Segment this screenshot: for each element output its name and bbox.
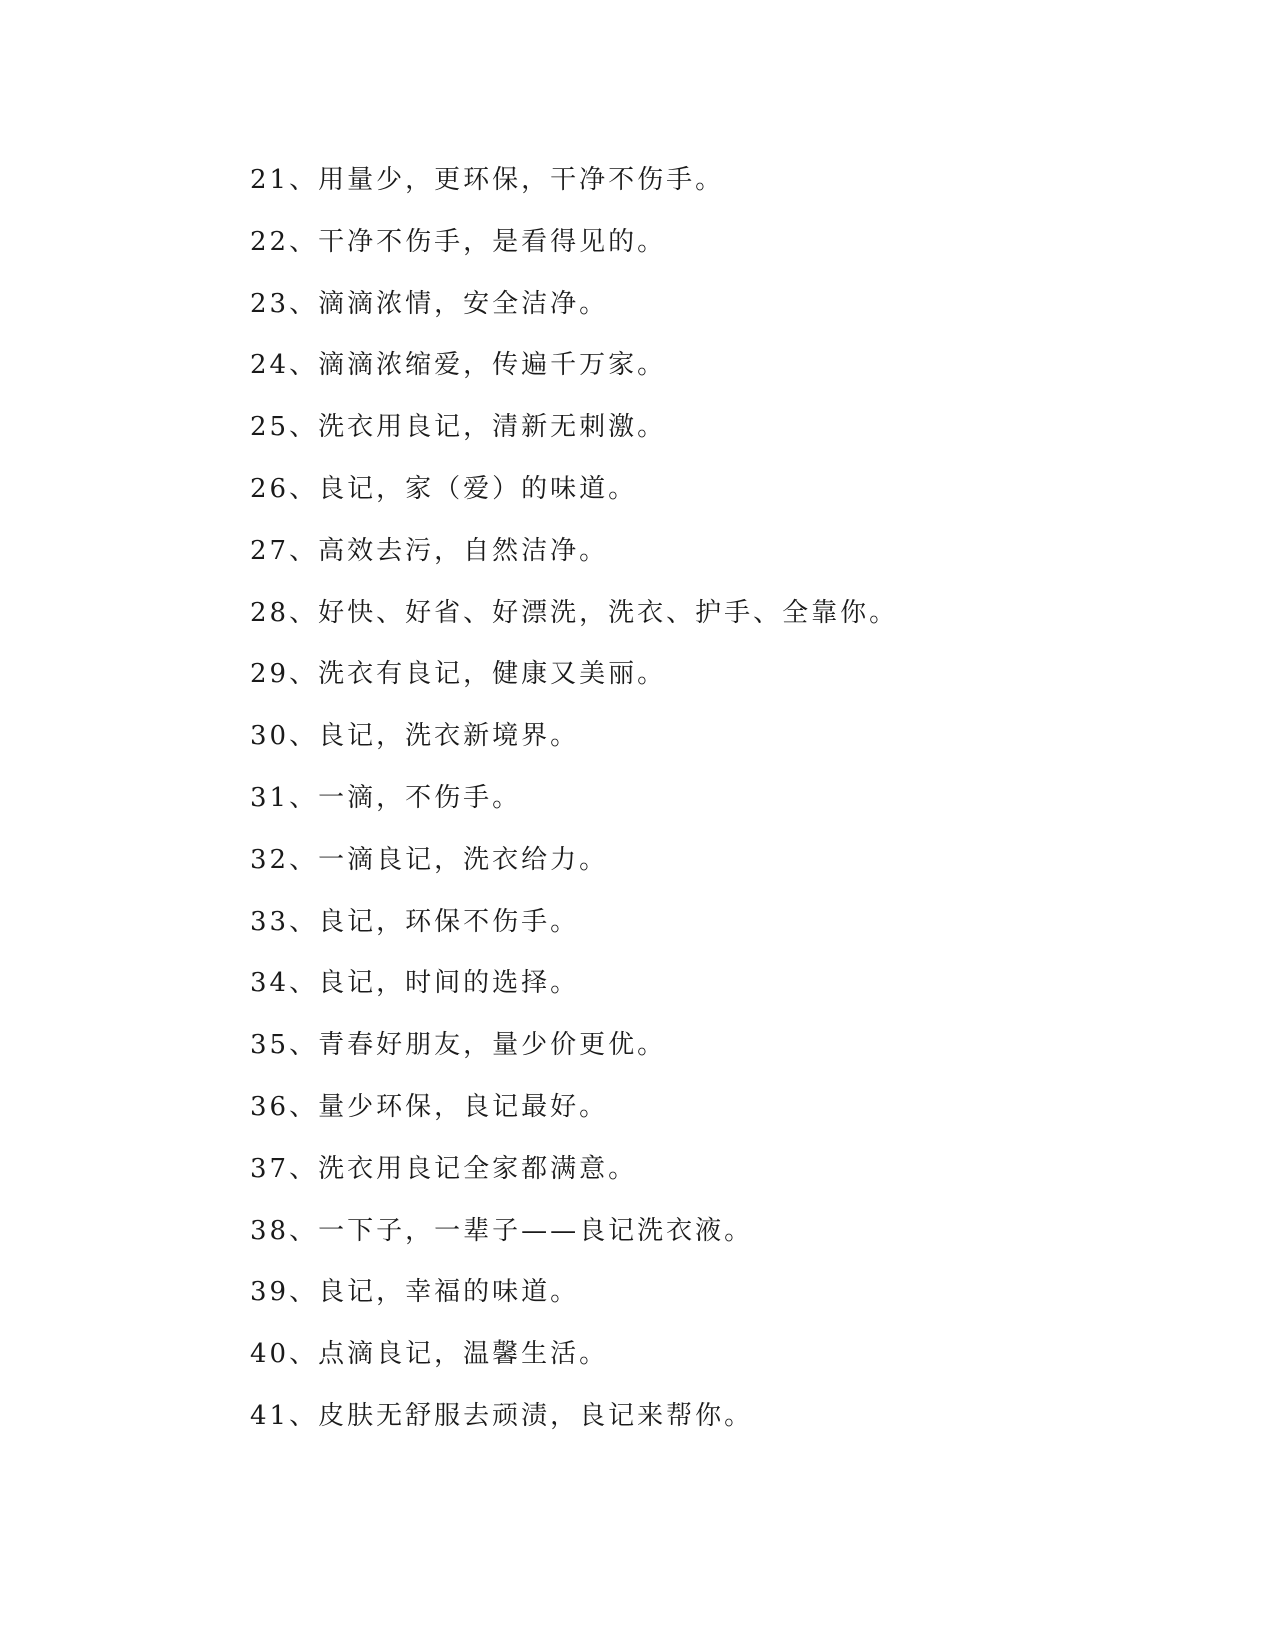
slogan-item: 29、洗衣有良记，健康又美丽。 — [250, 659, 667, 690]
slogan-item: 37、洗衣用良记全家都满意。 — [250, 1153, 638, 1184]
slogan-item: 28、好快、好省、好漂洗，洗衣、护手、全靠你。 — [250, 597, 899, 628]
slogan-item: 24、滴滴浓缩爱，传遍千万家。 — [250, 350, 667, 381]
slogan-item: 40、点滴良记，温馨生活。 — [250, 1339, 609, 1370]
slogan-item: 32、一滴良记，洗衣给力。 — [250, 844, 609, 875]
slogan-item: 33、良记，环保不伤手。 — [250, 906, 580, 937]
slogan-item: 34、良记，时间的选择。 — [250, 968, 580, 999]
slogan-item: 23、滴滴浓情，安全洁净。 — [250, 288, 609, 319]
slogan-item: 22、干净不伤手，是看得见的。 — [250, 226, 667, 257]
slogan-item: 27、高效去污，自然洁净。 — [250, 535, 609, 566]
slogan-list — [250, 160, 898, 1458]
slogan-item: 25、洗衣用良记，清新无刺激。 — [250, 412, 667, 443]
slogan-item: 38、一下子，一辈子——良记洗衣液。 — [250, 1215, 754, 1246]
slogan-item: 26、良记，家（爱）的味道。 — [250, 473, 638, 504]
slogan-item: 39、良记，幸福的味道。 — [250, 1277, 580, 1308]
slogan-item: 30、良记，洗衣新境界。 — [250, 721, 580, 752]
slogan-item: 36、量少环保，良记最好。 — [250, 1091, 609, 1122]
slogan-item: 41、皮肤无舒服去顽渍，良记来帮你。 — [250, 1400, 754, 1431]
slogan-item: 35、青春好朋友，量少价更优。 — [250, 1030, 667, 1061]
slogan-item: 21、用量少，更环保，干净不伤手。 — [250, 165, 725, 195]
slogan-item: 31、一滴，不伤手。 — [250, 782, 522, 813]
